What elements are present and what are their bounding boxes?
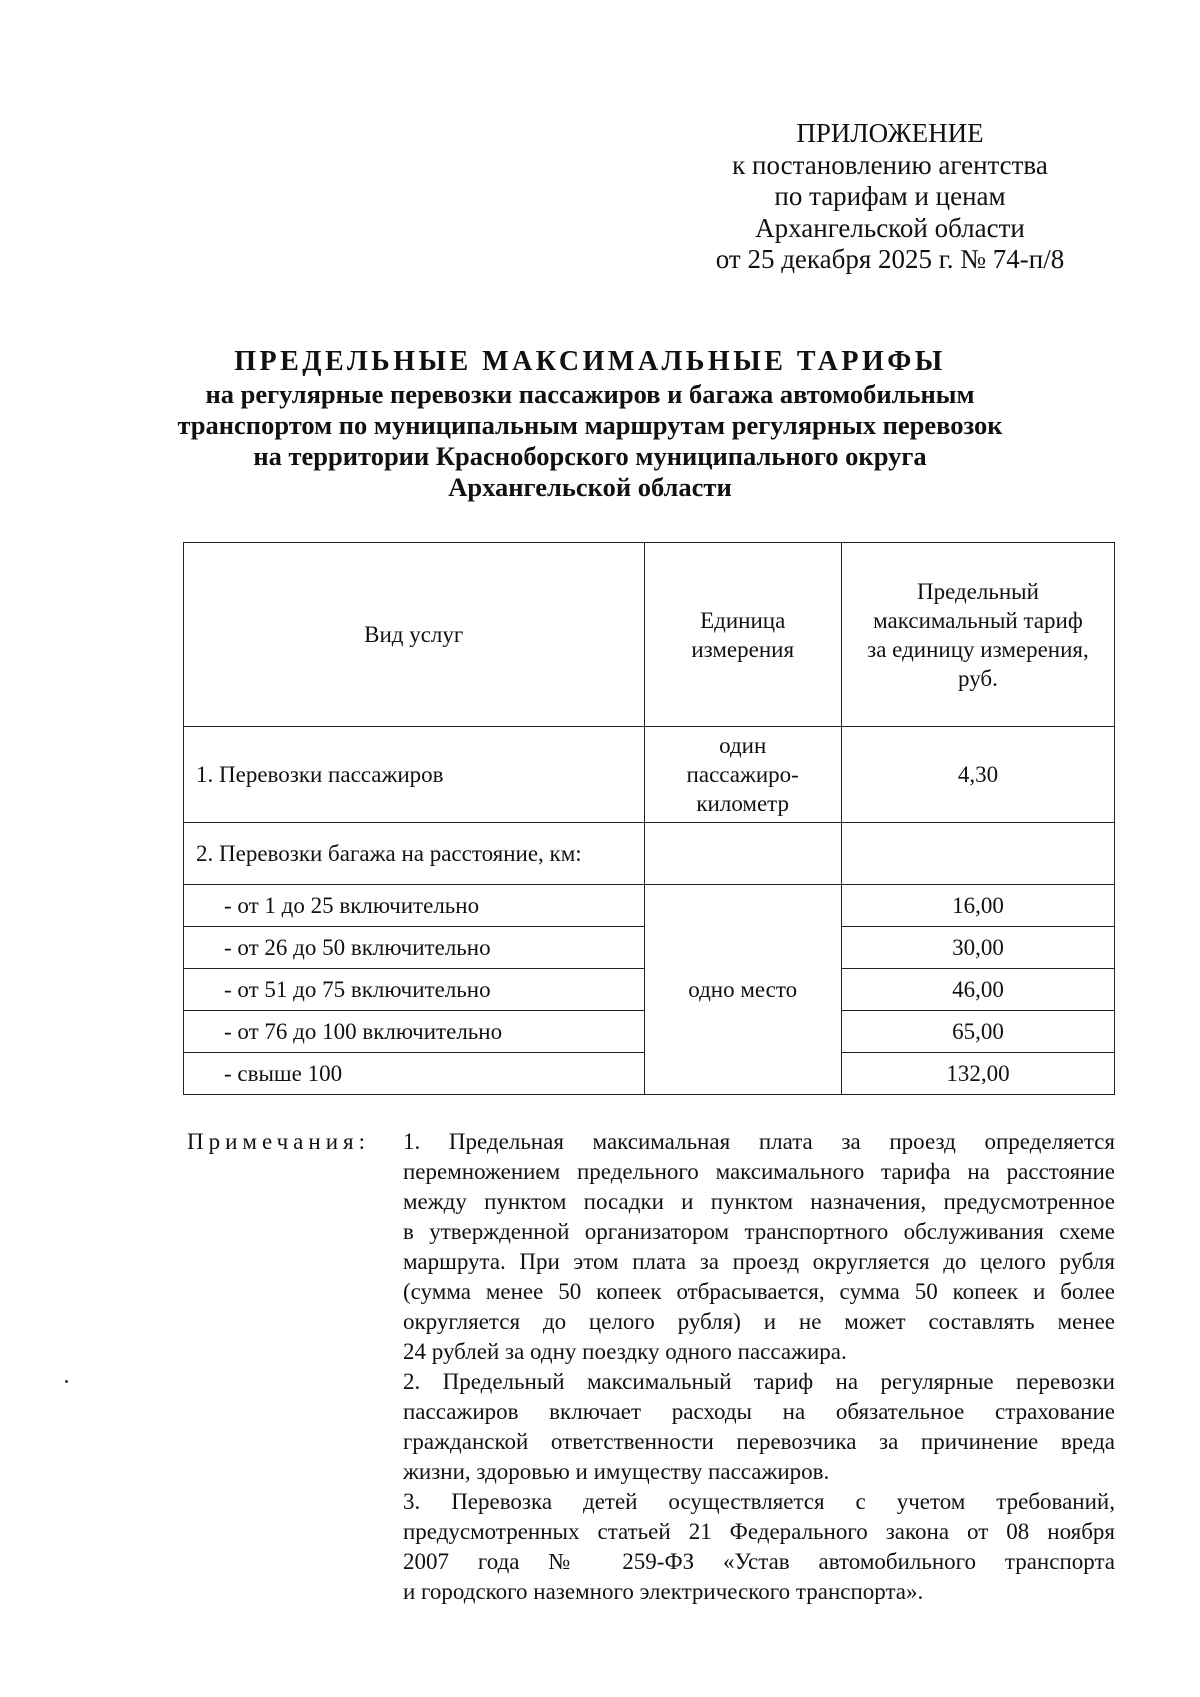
header-service-label: Вид услуг (364, 622, 464, 647)
title-subline: на регулярные перевозки пассажиров и багажа автомобильным (205, 379, 975, 409)
note-line: и городского наземного электрического транспорта». (403, 1579, 924, 1604)
appendix-line: Архангельской области (755, 212, 1025, 243)
cell-tariff: 65,00 (841, 1011, 1114, 1053)
note-line: 2007 года № 259-ФЗ «Устав автомобильного транспорта (403, 1549, 1115, 1574)
note-line: между пунктом посадки и пунктом назначения, предусмотренное (403, 1189, 1115, 1214)
title-main: ПРЕДЕЛЬНЫЕ МАКСИМАЛЬНЫЕ ТАРИФЫ (234, 346, 946, 377)
header-unit (644, 543, 841, 727)
header-tariff-line: руб. (958, 665, 998, 691)
cell-tariff: 30,00 (841, 927, 1114, 969)
note-line: жизни, здоровью и имуществу пассажиров. (403, 1459, 830, 1484)
cell-tariff: 4,30 (841, 727, 1114, 823)
header-unit-line: Единица (700, 607, 786, 633)
cell-unit-line: километр (696, 791, 789, 816)
note-line: 1. Предельная максимальная плата за проезд определяется (403, 1129, 1115, 1154)
cell-service: - от 26 до 50 включительно (184, 927, 645, 969)
table-row (184, 885, 1115, 927)
cell-unit (644, 823, 841, 885)
scan-speck (65, 1380, 68, 1383)
cell-tariff: 132,00 (841, 1053, 1114, 1095)
cell-tariff: 16,00 (841, 885, 1114, 927)
appendix-title: ПРИЛОЖЕНИЕ (796, 118, 984, 148)
header-tariff-line: Предельный (916, 578, 1039, 604)
note-line: пассажиров включает расходы на обязательное страхование (403, 1399, 1115, 1424)
cell-unit (644, 727, 841, 823)
header-unit-line: измерения (691, 636, 795, 662)
cell-service: - от 1 до 25 включительно (184, 885, 645, 927)
cell-unit-line: один (719, 733, 767, 758)
cell-service: - от 76 до 100 включительно (184, 1011, 645, 1053)
notes-block (403, 1127, 1115, 1607)
note-line: 3. Перевозка детей осуществляется с учетом требований, (403, 1489, 1115, 1514)
note-line: округляется до целого рубля) и не может составлять менее (403, 1309, 1115, 1334)
header-service (184, 543, 645, 727)
note-3 (403, 1487, 1115, 1607)
cell-service: - от 51 до 75 включительно (184, 969, 645, 1011)
title-subline: транспортом по муниципальным маршрутам регулярных перевозок (177, 410, 1003, 440)
title-subline: Архангельской области (448, 472, 732, 502)
note-line: перемножением предельного максимального тарифа на расстояние (403, 1159, 1115, 1184)
title-subline: на территории Красноборского муниципального округа (253, 441, 927, 471)
cell-service: 2. Перевозки багажа на расстояние, км: (184, 823, 645, 885)
appendix-block (690, 118, 1090, 276)
cell-tariff: 46,00 (841, 969, 1114, 1011)
header-tariff-line: за единицу измерения, (867, 636, 1089, 662)
document-title (150, 345, 1030, 503)
note-1 (403, 1127, 1115, 1367)
notes-label: Примечания: (187, 1129, 370, 1154)
table-header-row (184, 543, 1115, 727)
note-line: гражданской ответственности перевозчика за причинение вреда (403, 1429, 1115, 1454)
note-line: в утвержденной организатором транспортного обслуживания схеме (403, 1219, 1115, 1244)
cell-service: - свыше 100 (184, 1053, 645, 1095)
appendix-line: к постановлению агентства (732, 149, 1048, 180)
header-tariff-line: максимальный тариф (873, 607, 1083, 633)
appendix-line: по тарифам и ценам (774, 181, 1006, 211)
note-line: 2. Предельный максимальный тариф на регулярные перевозки (403, 1369, 1115, 1394)
note-line: (сумма менее 50 копеек отбрасывается, сумма 50 копеек и более (403, 1279, 1115, 1304)
cell-unit-merged: одно место (644, 885, 841, 1095)
appendix-date-number: от 25 декабря 2025 г. № 74-п/8 (715, 244, 1065, 274)
header-tariff (841, 543, 1114, 727)
table-row (184, 727, 1115, 823)
note-2 (403, 1367, 1115, 1487)
note-line: предусмотренных статьей 21 Федерального закона от 08 ноября (403, 1519, 1115, 1544)
table-row (184, 823, 1115, 885)
cell-tariff (841, 823, 1114, 885)
note-line: 24 рублей за одну поездку одного пассажира. (403, 1339, 847, 1364)
tariff-table (183, 542, 1115, 1095)
cell-unit-line: пассажиро- (686, 762, 799, 787)
note-line: маршрута. При этом плата за проезд округляется до целого рубля (403, 1249, 1115, 1274)
cell-service: 1. Перевозки пассажиров (184, 727, 645, 823)
